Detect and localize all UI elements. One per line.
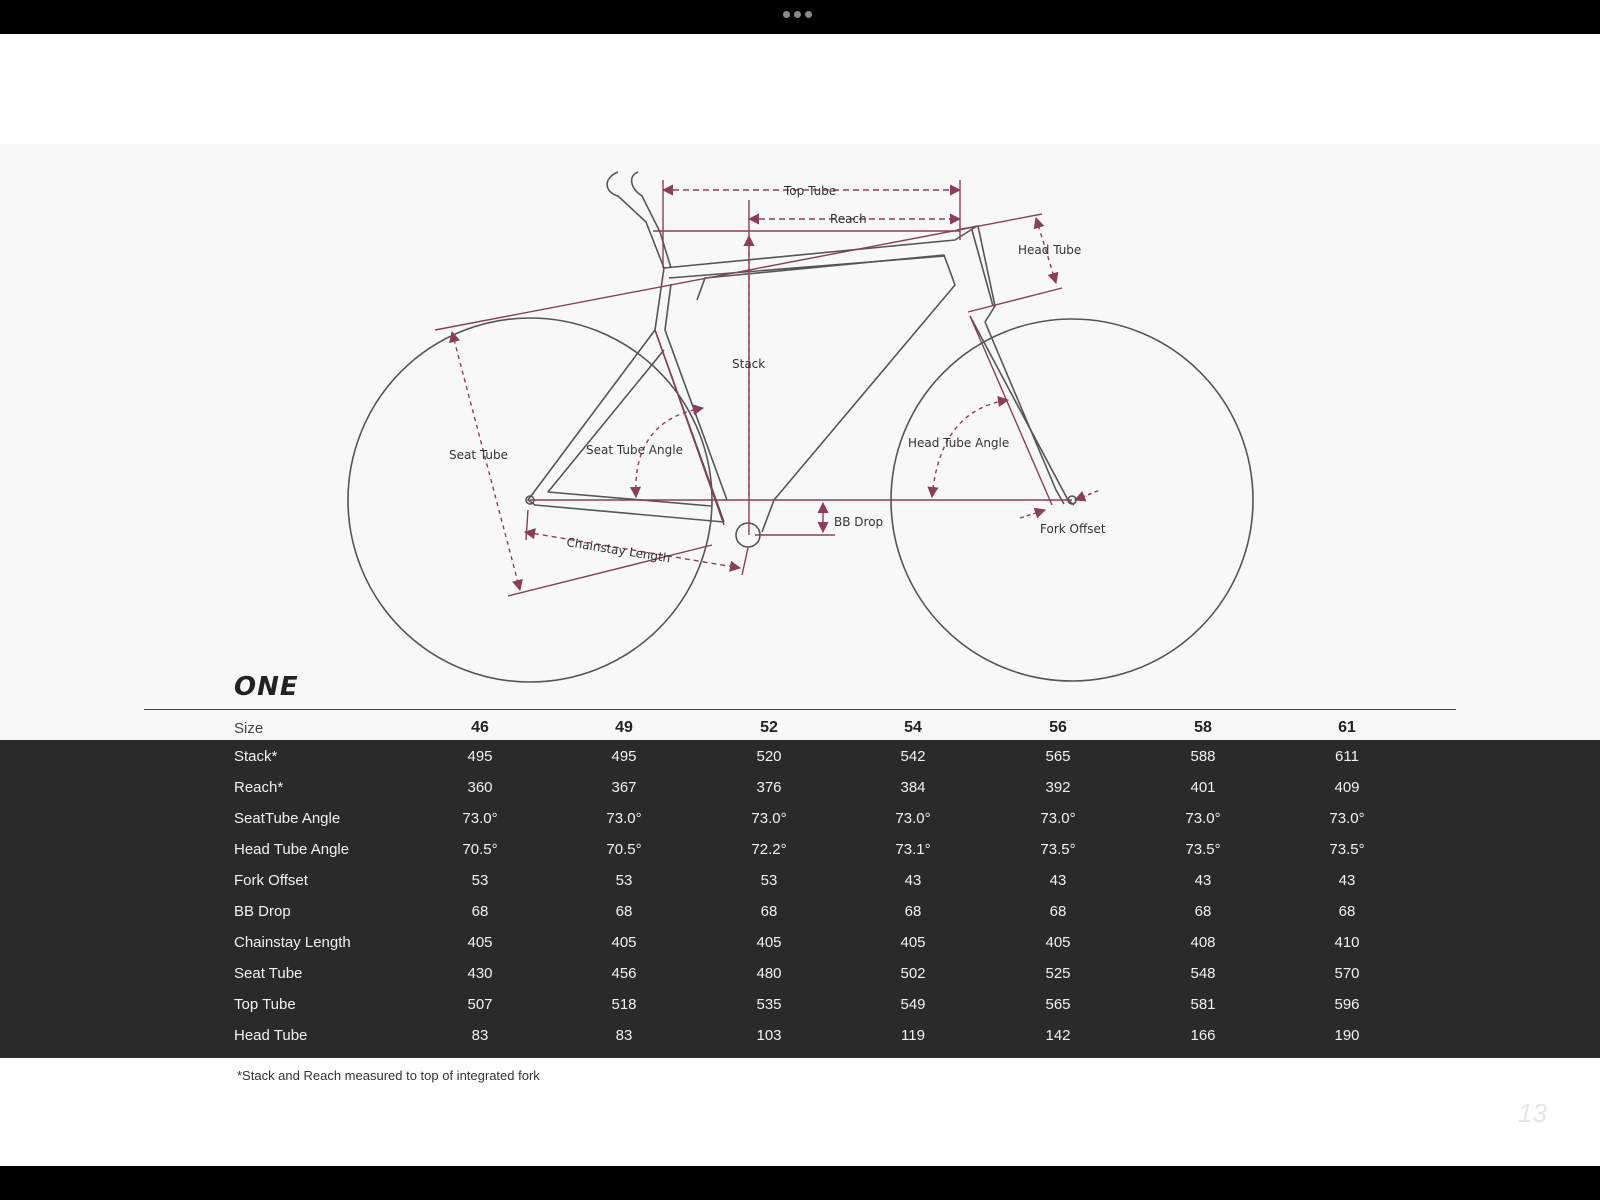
label-stack: Stack bbox=[732, 357, 766, 371]
table-row bbox=[0, 774, 1600, 804]
table-cell: 166 bbox=[1190, 1027, 1216, 1044]
size-cell: 46 bbox=[471, 719, 489, 736]
table-cell: 456 bbox=[611, 965, 637, 982]
table-cell: 430 bbox=[467, 965, 493, 982]
size-cell: 58 bbox=[1194, 719, 1212, 736]
table-cell: 384 bbox=[900, 779, 926, 796]
table-cell: 43 bbox=[1194, 872, 1212, 889]
table-cell: 408 bbox=[1190, 934, 1216, 951]
row-label: Head Tube bbox=[234, 1027, 308, 1044]
table-row bbox=[0, 960, 1600, 990]
label-seat-tube: Seat Tube bbox=[449, 448, 508, 462]
label-chainstay-length: Chainstay Length bbox=[565, 535, 672, 566]
row-label: Stack* bbox=[234, 748, 278, 765]
table-cell: 570 bbox=[1334, 965, 1360, 982]
table-cell: 68 bbox=[471, 903, 489, 920]
table-cell: 68 bbox=[1049, 903, 1067, 920]
table-cell: 507 bbox=[467, 996, 493, 1013]
dimension-lines bbox=[435, 180, 1100, 596]
table-row bbox=[0, 1022, 1600, 1052]
table-cell: 525 bbox=[1045, 965, 1071, 982]
table-header-row bbox=[0, 712, 1600, 740]
table-cell: 596 bbox=[1334, 996, 1360, 1013]
table-cell: 73.0° bbox=[895, 810, 931, 827]
table-cell: 73.5° bbox=[1185, 841, 1221, 858]
table-cell: 83 bbox=[615, 1027, 633, 1044]
table-row bbox=[0, 991, 1600, 1021]
table-cell: 142 bbox=[1045, 1027, 1071, 1044]
table-cell: 73.0° bbox=[751, 810, 787, 827]
label-fork-offset: Fork Offset bbox=[1040, 522, 1106, 536]
table-cell: 410 bbox=[1334, 934, 1360, 951]
table-cell: 119 bbox=[901, 1027, 925, 1044]
table-divider bbox=[144, 709, 1456, 710]
table-cell: 68 bbox=[904, 903, 922, 920]
table-cell: 542 bbox=[900, 748, 926, 765]
table-cell: 73.0° bbox=[462, 810, 498, 827]
table-cell: 367 bbox=[611, 779, 637, 796]
table-cell: 520 bbox=[756, 748, 782, 765]
table-cell: 73.1° bbox=[895, 841, 931, 858]
table-cell: 405 bbox=[467, 934, 493, 951]
table-cell: 53 bbox=[471, 872, 489, 889]
table-cell: 68 bbox=[760, 903, 778, 920]
row-label: Chainstay Length bbox=[234, 934, 351, 951]
table-cell: 43 bbox=[904, 872, 922, 889]
label-seat-tube-angle: Seat Tube Angle bbox=[586, 443, 683, 457]
label-head-tube: Head Tube bbox=[1018, 243, 1082, 257]
table-cell: 73.0° bbox=[1040, 810, 1076, 827]
table-cell: 535 bbox=[756, 996, 782, 1013]
size-cell: 56 bbox=[1049, 719, 1067, 736]
table-cell: 405 bbox=[611, 934, 637, 951]
table-cell: 103 bbox=[756, 1027, 782, 1044]
row-label: SeatTube Angle bbox=[234, 810, 341, 827]
size-cell: 52 bbox=[760, 719, 778, 736]
table-cell: 565 bbox=[1045, 748, 1071, 765]
table-cell: 43 bbox=[1338, 872, 1356, 889]
model-name: ONE bbox=[234, 672, 299, 702]
table-cell: 565 bbox=[1045, 996, 1071, 1013]
table-cell: 409 bbox=[1334, 779, 1360, 796]
table-cell: 401 bbox=[1190, 779, 1216, 796]
table-cell: 495 bbox=[467, 748, 493, 765]
row-label: BB Drop bbox=[234, 903, 291, 920]
table-cell: 68 bbox=[1194, 903, 1212, 920]
table-cell: 549 bbox=[900, 996, 926, 1013]
table-cell: 611 bbox=[1335, 748, 1359, 765]
table-row bbox=[0, 805, 1600, 835]
table-cell: 70.5° bbox=[462, 841, 498, 858]
table-row bbox=[0, 743, 1600, 773]
table-cell: 495 bbox=[611, 748, 637, 765]
label-bb-drop: BB Drop bbox=[834, 515, 884, 529]
table-cell: 190 bbox=[1334, 1027, 1360, 1044]
row-label: Reach* bbox=[234, 779, 284, 796]
size-label: Size bbox=[234, 720, 264, 737]
size-cell: 54 bbox=[904, 719, 922, 736]
row-label: Top Tube bbox=[234, 996, 296, 1013]
footnote: *Stack and Reach measured to top of integrated fork bbox=[237, 1068, 540, 1083]
viewer-bottom-bar bbox=[0, 1166, 1600, 1200]
table-cell: 502 bbox=[900, 965, 926, 982]
label-head-tube-angle: Head Tube Angle bbox=[908, 436, 1010, 450]
table-cell: 581 bbox=[1190, 996, 1216, 1013]
table-cell: 73.0° bbox=[606, 810, 642, 827]
geometry-table-body bbox=[0, 740, 1600, 1058]
table-row bbox=[0, 867, 1600, 897]
row-label: Seat Tube bbox=[234, 965, 303, 982]
table-cell: 73.5° bbox=[1040, 841, 1076, 858]
size-cell: 61 bbox=[1338, 719, 1356, 736]
table-cell: 70.5° bbox=[606, 841, 642, 858]
row-label: Fork Offset bbox=[234, 872, 308, 889]
size-cell: 49 bbox=[615, 719, 633, 736]
table-cell: 588 bbox=[1190, 748, 1216, 765]
table-cell: 73.0° bbox=[1329, 810, 1365, 827]
table-cell: 548 bbox=[1190, 965, 1216, 982]
table-cell: 53 bbox=[760, 872, 778, 889]
row-label: Head Tube Angle bbox=[234, 841, 350, 858]
table-cell: 53 bbox=[615, 872, 633, 889]
table-row bbox=[0, 929, 1600, 959]
label-top-tube: Top Tube bbox=[784, 184, 837, 198]
table-cell: 43 bbox=[1049, 872, 1067, 889]
table-cell: 73.5° bbox=[1329, 841, 1365, 858]
frame-outline bbox=[526, 172, 1076, 547]
table-cell: 360 bbox=[467, 779, 493, 796]
table-cell: 405 bbox=[1045, 934, 1071, 951]
table-cell: 376 bbox=[756, 779, 782, 796]
table-cell: 83 bbox=[471, 1027, 489, 1044]
table-cell: 392 bbox=[1045, 779, 1071, 796]
table-cell: 405 bbox=[756, 934, 782, 951]
label-reach: Reach bbox=[830, 212, 867, 226]
table-cell: 405 bbox=[900, 934, 926, 951]
table-cell: 518 bbox=[611, 996, 637, 1013]
table-cell: 480 bbox=[756, 965, 782, 982]
page-number: 13 bbox=[1518, 1098, 1547, 1128]
table-cell: 68 bbox=[615, 903, 633, 920]
table-cell: 73.0° bbox=[1185, 810, 1221, 827]
table-row bbox=[0, 898, 1600, 928]
table-row bbox=[0, 836, 1600, 866]
table-cell: 68 bbox=[1338, 903, 1356, 920]
table-cell: 72.2° bbox=[751, 841, 787, 858]
